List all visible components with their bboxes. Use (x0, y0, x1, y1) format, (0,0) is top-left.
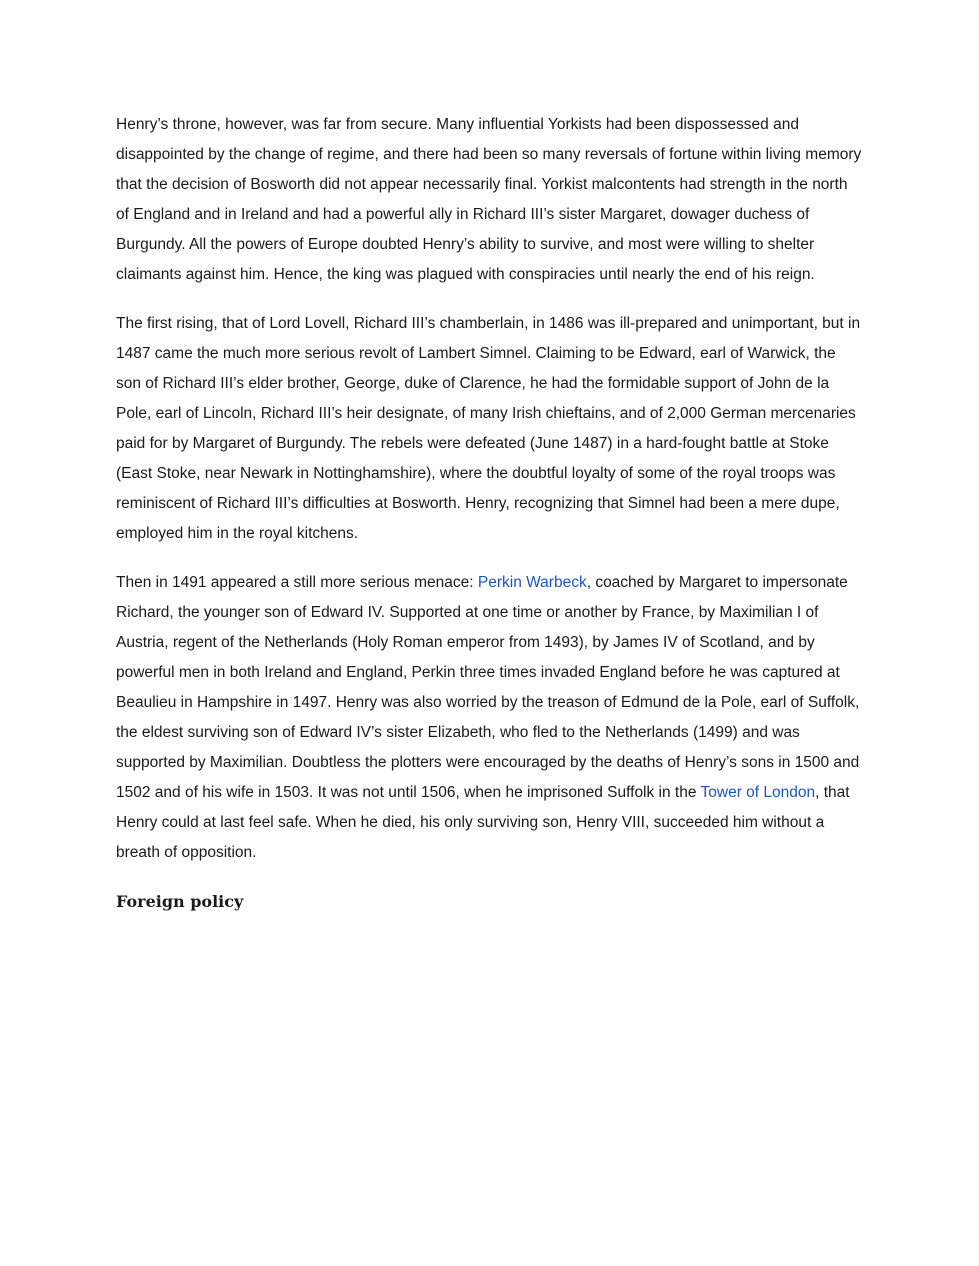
tower-of-london-link[interactable]: Tower of London (700, 784, 816, 801)
paragraph-text-segment: Then in 1491 appeared a still more serious menace: (116, 574, 478, 591)
paragraph-throne-insecure: Henry’s throne, however, was far from secure. Many influential Yorkists had been dispossessed and disappointed by the change of regime, and there had been so many reversals of fortune within living memory that the decision of Bosworth did not appear necessarily final. Yorkist malcontents had strength in the north of England and in Ireland and had a powerful ally in Richard III’s sister Margaret, dowager duchess of Burgundy. All the powers of Europe doubted Henry’s ability to survive, and most were willing to shelter claimants against him. Hence, the king was plagued with conspiracies until nearly the end of his reign. (116, 116, 862, 283)
paragraph-simnel-revolt: The first rising, that of Lord Lovell, Richard III’s chamberlain, in 1486 was ill-prepared and unimportant, but in 1487 came the much more serious revolt of Lambert Simnel. Claiming to be Edward, earl of Warwick, the son of Richard III’s elder brother, George, duke of Clarence, he had the formidable support of John de la Pole, earl of Lincoln, Richard III’s heir designate, of many Irish chieftains, and of 2,000 German mercenaries paid for by Margaret of Burgundy. The rebels were defeated (June 1487) in a hard-fought battle at Stoke (East Stoke, near Newark in Nottinghamshire), where the doubtful loyalty of some of the royal troops was reminiscent of Richard III’s difficulties at Bosworth. Henry, recognizing that Simnel had been a mere dupe, employed him in the royal kitchens. (116, 315, 861, 542)
paragraph-warbeck (116, 568, 864, 868)
paragraph-text-segment: , coached by Margaret to impersonate Richard, the younger son of Edward IV. Supported at one time or another by France, by Maximilian I of Austria, regent of the Netherlands (Holy Roman emperor from 1493), by James IV of Scotland, and by powerful men in both Ireland and England, Perkin three times invaded England before he was captured at Beaulieu in Hampshire in 1497. Henry was also worried by the treason of Edmund de la Pole, earl of Suffolk, the eldest surviving son of Edward IV’s sister Elizabeth, who fled to the Netherlands (1499) and was supported by Maximilian. Doubtless the plotters were encouraged by the deaths of Henry’s sons in 1500 and 1502 and of his wife in 1503. It was not until 1506, when he imprisoned Suffolk in the (116, 574, 860, 801)
article-body (116, 110, 864, 917)
perkin-warbeck-link[interactable]: Perkin Warbeck (477, 574, 587, 591)
section-heading-foreign-policy: Foreign policy (116, 892, 244, 911)
paragraph-text-segment: , that Henry could at last feel safe. When he died, his only surviving son, Henry VIII, succeeded him without a breath of opposition. (116, 784, 850, 861)
